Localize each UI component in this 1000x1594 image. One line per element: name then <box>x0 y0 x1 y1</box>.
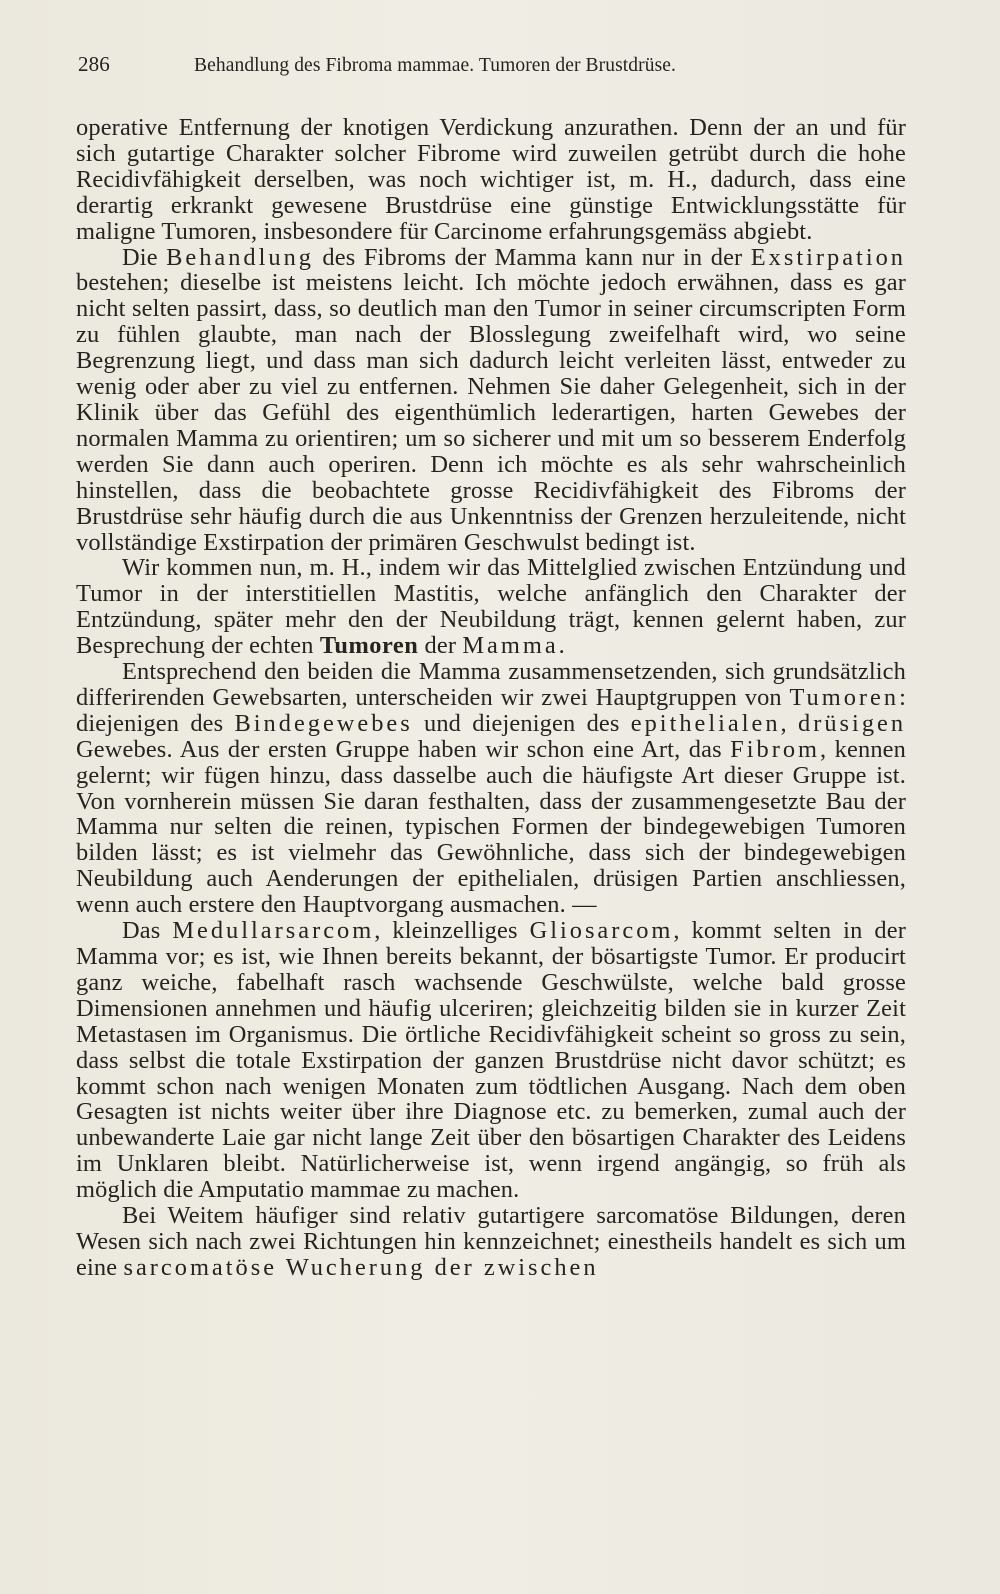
spaced-term: drüsigen <box>798 709 907 737</box>
paragraph <box>76 555 906 659</box>
text-run: , kleinzelliges <box>374 917 530 945</box>
running-header <box>78 52 906 77</box>
paragraph <box>76 115 906 245</box>
body-text <box>76 115 906 1281</box>
spaced-term: Medullarsarcom <box>172 917 375 945</box>
text-run: , kommt selten in der Mamma vor; es ist, wie Ihnen bereits bekannt, der bösartigste Tumor. Er producirt ganz weiche, fabelhaft rasch wachsende Geschwülste, welche bald grosse Dimensionen annehmen und häufig ulceriren; gleichzeitig bilden sie in kurzer Zeit Metastasen im Organismus. Die örtliche Recidivfähigkeit scheint so gross zu sein, dass selbst die totale Exstirpation der ganzen Brustdrüse nicht davor schützt; es kommt schon nach wenigen Monaten zum tödtlichen Ausgang. Nach dem oben Gesagten ist nichts weiter über ihre Diagnose etc. zu bemerken, zumal auch der unbewanderte Laie gar nicht lange Zeit über den bösartigen Charakter des Leidens im Unklaren bleibt. Natürlicherweise ist, wenn irgend angängig, so früh als möglich die Amputatio mammae zu machen. <box>76 917 906 1204</box>
spaced-term: Gliosarcom <box>529 917 674 945</box>
paragraph <box>76 659 906 918</box>
paragraph <box>76 245 906 556</box>
spaced-term: Tumoren <box>789 683 900 711</box>
text-run: der <box>418 632 463 660</box>
text-run: Das <box>122 917 173 945</box>
text-run: Wir kommen nun, m. H., indem wir das Mittelglied zwischen Entzündung und Tumor in der interstitiellen Mastitis, welche anfänglich den Charakter der Entzündung, später mehr den der Neubildung trägt, kennen gelernt haben, zur Besprechung der echten <box>76 554 906 660</box>
text-run: bestehen; dieselbe ist meistens leicht. Ich möchte jedoch erwähnen, dass es gar nicht selten passirt, dass, so deutlich man den Tumor in seiner circumscripten Form zu fühlen glaubte, man nach der Blosslegung zweifelhaft wird, wo seine Begrenzung liegt, und dass man sich dadurch leicht verleiten lässt, entweder zu wenig oder aber zu viel zu entfernen. Nehmen Sie daher Gelegenheit, sich in der Klinik über das Gefühl des eigenthümlich lederartigen, harten Gewebes der normalen Mamma zu orientiren; um so sicherer und mit um so besserem Enderfolg werden Sie dann auch operiren. Denn ich möchte es als sehr wahrscheinlich hinstellen, dass die beobachtete grosse Recidivfähigkeit des Fibroms der Brustdrüse sehr häufig durch die aus Unkenntniss der Grenzen herzuleitende, nicht vollständige Exstirpation der primären Geschwulst bedingt ist. <box>76 269 906 556</box>
running-title: Behandlung des Fibroma mammae. Tumoren der Brustdrüse. <box>194 55 677 76</box>
spaced-term: Exstirpation <box>750 243 906 271</box>
text-run: Die <box>122 243 167 271</box>
bold-term: Tumoren <box>319 632 419 660</box>
text-run: Entsprechend den beiden die Mamma zusammensetzenden, sich grundsätzlich differirenden Gewebsarten, unterscheiden wir zwei Hauptgruppen von <box>76 658 906 711</box>
spaced-term: Mamma. <box>462 632 568 660</box>
text-run: : diejenigen des <box>76 683 906 737</box>
spaced-term: sarcomatöse Wucherung der zwischen <box>123 1253 599 1281</box>
spaced-term: Bindegewebes <box>234 709 413 737</box>
text-run: und diejenigen des <box>412 709 631 737</box>
paragraph <box>76 1203 906 1281</box>
text-run: operative Entfernung der knotigen Verdickung anzurathen. Denn der an und für sich gutartige Charakter solcher Fibrome wird zuweilen getrübt durch die hohe Recidivfähigkeit derselben, was noch wichtiger ist, m. H., dadurch, dass eine derartig erkrankt gewesene Brustdrüse eine günstige Entwicklungsstätte für maligne Tumoren, insbesondere für Carcinome erfahrungsgemäss abgiebt. <box>76 114 906 245</box>
paragraph <box>76 918 906 1203</box>
text-run: Gewebes. Aus der ersten Gruppe haben wir schon eine Art, das <box>76 735 731 763</box>
spaced-term: Behandlung <box>166 243 314 271</box>
spaced-term: Fibrom <box>730 735 820 763</box>
text-run: Bei Weitem häufiger sind relativ gutartigere sarcomatöse Bildungen, deren Wesen sich nach zwei Richtungen hin kennzeichnet; einestheils handelt es sich um eine <box>76 1202 906 1281</box>
text-run: , kennen gelernt; wir fügen hinzu, dass dasselbe auch die häufigste Art dieser Gruppe ist. Von vornherein müssen Sie daran festhalten, dass der zusammengesetzte Bau der Mamma nur selten die reinen, typischen Formen der bindegewebigen Tumoren bilden lässt; es ist vielmehr das Gewöhnliche, dass sich der bindegewebigen Neubildung auch Aenderungen der epithelialen, drüsigen Partien anschliessen, wenn auch erstere den Hauptvorgang ausmachen. — <box>76 735 907 919</box>
page-number: 286 <box>78 52 110 76</box>
text-run: , <box>780 709 799 737</box>
text-run: des Fibroms der Mamma kann nur in der <box>313 243 751 271</box>
spaced-term: epithelialen <box>630 709 781 737</box>
